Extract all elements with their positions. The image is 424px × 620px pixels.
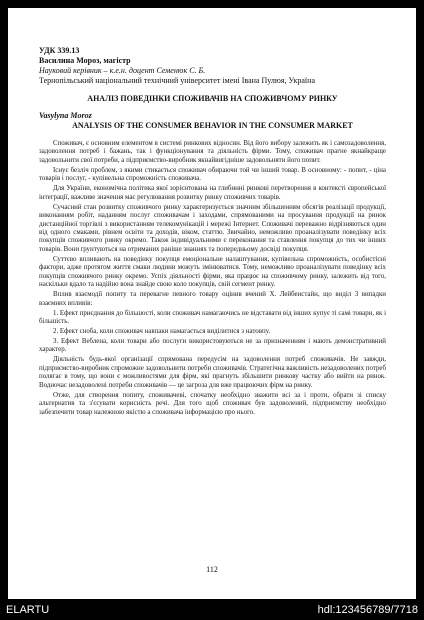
article-body [39, 140, 386, 417]
paragraph: Суттєво впливають на поведінку покупця емоціональне налаштування, купівельна спроможність, особистісні фактори, адже протягом життя смаки людини можуть змінюватися. Тому, неможливо проаналізувати поведінку всіх покупців споживчого ринку окремо. Успіх діяльності фірми, яка працює на споживчому ринку, залежить від того, наскільки вдало та надійно вона знайде свою коло покупців, свій сегмент ринку. [39, 255, 386, 289]
paragraph: Вплив взаємодії попиту та перевагне певного товару оцінив вчений Х. Лейбенстайн, що виділ 3 випадки взаємних впливів: [39, 291, 386, 307]
repository-name: ELARTU [6, 604, 50, 616]
paragraph: Для України, економічна політика якої зорієнтована на глибинні ринкові перетворення в контексті європейської інтеграції, важливе значення має регулювання розвитку ринку споживчих товарів. [39, 185, 386, 201]
article-title-uk: АНАЛІЗ ПОВЕДІНКИ СПОЖИВАЧІВ НА СПОЖИВЧОМУ РИНКУ [87, 94, 338, 103]
paragraph: Існує безліч проблем, з якими стикається споживач обираючи той чи інший товар. В основному: - попит, - ціна товарів і послуг, - купівельна спроможність споживача. [39, 166, 386, 183]
page-number: 112 [206, 565, 218, 574]
paragraph: Отже, для створення попиту, споживачеві, спочатку необхідно зважити всі за і проти, обрати зі списку альтернатив та з'єсувати корисність речі. Для того щоб споживач був задоволений, підприємству необхідно забезпечити товар належною якістю а споживача інформацією про нього. [39, 391, 386, 416]
repository-footer [0, 600, 424, 620]
document-page [8, 8, 416, 599]
list-item: 2. Ефект сноба, коли споживач навпаки намагається виділитися з натовпу. [53, 328, 271, 336]
university-line: Тернопільський національний технічний університет імені Івана Пулюя, Україна [39, 76, 315, 85]
paragraph: Споживач, є основним елементом в системі ринкових відносин. Від його вибору залежить як і самозадоволення, задоволення потреб і бажань, так і функціонування та діяльність фірми. Тому, споживач прагне якнайкраще задовольнити свої потреби, а підприємство-виробник якнайвигідніше задовольняти його попит. [39, 140, 386, 164]
author-name: Василина Мороз, магістр [39, 56, 131, 65]
author-name-en: Vasylyna Moroz [39, 111, 92, 120]
article-title-en: ANALYSIS OF THE CONSUMER BEHAVIOR IN THE CONSUMER MARKET [72, 121, 353, 130]
paragraph: Діяльність будь-якої організації спрямована передусім на задоволення потреб споживачів. Не завжди, підприємство-виробник спроможне задовольнити потреби споживачів. Стратегічна важливість незадоволених потреб полягає в тому, що вони є можливостями для фірм, які прагнуть збільшити ринкову частку або вийти на ринок. Водночас незадоволені потреби споживачів — це загроза для вже працюючих фірм на ринку. [39, 356, 386, 389]
supervisor-line: Науковий керівник – к.е.н. доцент Семенюк С. Б. [39, 66, 206, 75]
paragraph: Сучасний стан розвитку споживчого ринку характеризується значним збільшенням обсягів реалізації продукції, виконанням робіт, наданням послуг споживачам і заходами, спрямованими на просування продукції на ринок дистанційної торгівлі з використанням телекомунікацій і мережі Інтернет. Споживачі переважно відрізняються один від одного смаками, рівнем освіти та доходів, віком, статтю. Звичайно, неможливо проаналізувати поведінку всіх покупців споживчого ринку окремо. Також індивідуальними є переконання та ставлення покупця до тих чи інших товарів. Вони ґрунтуються на отриманих раніше знаннях та попередньому досвіді покупця. [39, 203, 386, 253]
handle-id: hdl:123456789/7718 [317, 604, 418, 616]
list-item: 1. Ефект приєднання до більшості, коли споживач намагаючись не відставати від інших купує ті самі товари, як і більшість. [39, 309, 386, 326]
list-item: 3. Ефект Веблена, коли товари або послуги використовуються не за призначенням і мають демонстративний характер. [39, 337, 386, 354]
udk-code: УДК 339.13 [39, 46, 80, 55]
